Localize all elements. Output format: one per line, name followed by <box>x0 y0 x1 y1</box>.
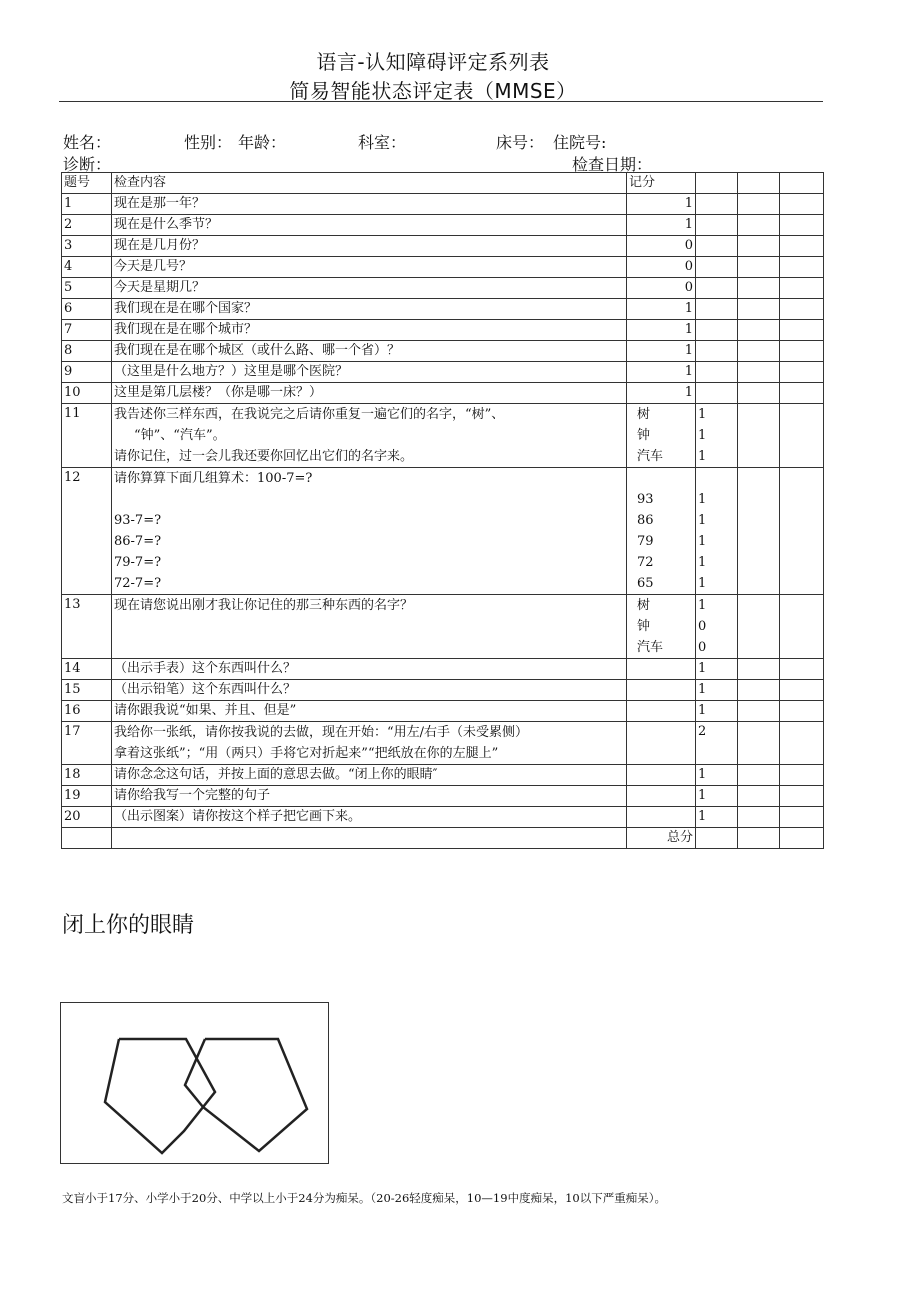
q11-score-tree: 1 <box>698 407 707 422</box>
q13-score-tree: 1 <box>698 598 707 613</box>
q12-answer: 86 <box>637 513 654 528</box>
row-no: 19 <box>62 786 112 807</box>
name-label: 姓名： <box>63 133 112 152</box>
q11-score-car: 1 <box>698 449 707 464</box>
table-row <box>62 257 824 278</box>
q12-answer: 65 <box>637 576 654 591</box>
table-row <box>62 236 824 257</box>
header-score: 记分 <box>627 173 696 194</box>
row-score: 1 <box>627 362 696 383</box>
row-content: 请你给我写一个完整的句子 <box>112 786 627 807</box>
row-score: 1 <box>627 194 696 215</box>
q17-line1: 我给你一张纸，请你按我说的去做，现在开始：“用左/右手（未受累侧） <box>114 725 529 740</box>
table-row <box>62 701 824 722</box>
row-score: 0 <box>627 278 696 299</box>
form-series-title: 语言-认知障碍评定系列表 <box>316 50 550 74</box>
table-row-q13 <box>62 595 824 659</box>
row-no: 3 <box>62 236 112 257</box>
row-content: 这里是第几层楼？（你是哪一床？） <box>112 383 627 404</box>
q12-score: 1 <box>698 555 707 570</box>
row-content: （出示手表）这个东西叫什么？ <box>112 659 627 680</box>
q11-line2: “钟”、“汽车”。 <box>134 428 226 443</box>
q12-answer: 93 <box>637 492 654 507</box>
table-row <box>62 362 824 383</box>
row-score: 1 <box>627 299 696 320</box>
row-no: 5 <box>62 278 112 299</box>
row-score: 0 <box>627 236 696 257</box>
q11-item-clock: 钟 <box>637 428 651 443</box>
dept-label: 科室： <box>358 133 407 152</box>
q13-score-clock: 0 <box>698 619 707 634</box>
table-row <box>62 278 824 299</box>
row-no: 2 <box>62 215 112 236</box>
row-content: 现在是那一年？ <box>112 194 627 215</box>
q12-score: 1 <box>698 576 707 591</box>
row-content: （出示铅笔）这个东西叫什么？ <box>112 680 627 701</box>
table-row <box>62 807 824 828</box>
table-row <box>62 383 824 404</box>
gender-label: 性别： <box>184 133 233 152</box>
table-row <box>62 786 824 807</box>
q17-line2: 拿着这张纸”；“用（两只）手将它对折起来”“把纸放在你的左腿上” <box>114 746 499 761</box>
q13-item-clock: 钟 <box>637 619 651 634</box>
header-no: 题号 <box>62 173 112 194</box>
row-score: 1 <box>696 807 738 828</box>
inpatient-label: 住院号: <box>553 133 607 152</box>
table-row <box>62 765 824 786</box>
table-header-row <box>62 173 824 194</box>
total-label: 总分 <box>627 828 696 849</box>
diagnosis-label: 诊断： <box>63 155 112 174</box>
exam-date-label: 检查日期： <box>572 155 653 174</box>
q12-answer: 72 <box>637 555 654 570</box>
title-divider <box>59 101 823 102</box>
q12-intro: 请你算算下面几组算术：100-7=? <box>114 471 313 486</box>
read-and-obey-caption: 闭上你的眼睛 <box>62 913 195 938</box>
q11-item-tree: 树 <box>637 407 651 422</box>
row-no: 1 <box>62 194 112 215</box>
header-content: 检查内容 <box>112 173 627 194</box>
q12-line: 93-7=? <box>114 513 162 528</box>
row-score: 0 <box>627 257 696 278</box>
table-row <box>62 194 824 215</box>
row-no: 18 <box>62 765 112 786</box>
row-no: 11 <box>62 404 112 468</box>
row-score: 1 <box>627 215 696 236</box>
row-score: 1 <box>696 765 738 786</box>
row-content: 现在是几月份？ <box>112 236 627 257</box>
row-no: 17 <box>62 722 112 765</box>
form-title: 简易智能状态评定表（MMSE） <box>289 79 577 103</box>
row-content: 请你念念这句话，并按上面的意思去做。“闭上你的眼睛″ <box>112 765 627 786</box>
row-no: 15 <box>62 680 112 701</box>
q12-score: 1 <box>698 534 707 549</box>
total-row <box>62 828 824 849</box>
row-no: 14 <box>62 659 112 680</box>
table-row <box>62 680 824 701</box>
row-content: 请你跟我说“如果、并且、但是” <box>112 701 627 722</box>
row-content: 今天是几号？ <box>112 257 627 278</box>
mmse-table <box>61 172 824 849</box>
q17-score: 2 <box>696 722 738 765</box>
q12-line: 86-7=? <box>114 534 162 549</box>
row-no: 9 <box>62 362 112 383</box>
table-row <box>62 659 824 680</box>
table-row <box>62 215 824 236</box>
row-no: 13 <box>62 595 112 659</box>
q11-item-car: 汽车 <box>637 449 664 464</box>
table-row <box>62 341 824 362</box>
row-content: 我们现在是在哪个城市？ <box>112 320 627 341</box>
row-content: 现在是什么季节？ <box>112 215 627 236</box>
row-content: 我们现在是在哪个国家？ <box>112 299 627 320</box>
row-score: 1 <box>627 341 696 362</box>
row-score: 1 <box>696 701 738 722</box>
q12-line: 72-7=? <box>114 576 162 591</box>
q12-line: 79-7=? <box>114 555 162 570</box>
row-score: 1 <box>696 786 738 807</box>
q11-score-clock: 1 <box>698 428 707 443</box>
row-no: 7 <box>62 320 112 341</box>
row-no: 20 <box>62 807 112 828</box>
q12-score: 1 <box>698 492 707 507</box>
table-row-q17 <box>62 722 824 765</box>
row-content: 今天是星期几？ <box>112 278 627 299</box>
right-pentagon-shape <box>185 1039 307 1151</box>
q13-content: 现在请您说出刚才我让你记住的那三种东西的名字？ <box>114 598 414 613</box>
q11-line3: 请你记住，过一会儿我还要你回忆出它们的名字来。 <box>114 449 414 464</box>
row-score: 1 <box>627 383 696 404</box>
table-row <box>62 299 824 320</box>
row-no: 6 <box>62 299 112 320</box>
row-no: 16 <box>62 701 112 722</box>
row-score: 1 <box>696 659 738 680</box>
bed-label: 床号： <box>496 133 545 152</box>
table-row <box>62 320 824 341</box>
row-score: 1 <box>696 680 738 701</box>
row-content: （这里是什么地方？）这里是哪个医院？ <box>112 362 627 383</box>
q12-answer: 79 <box>637 534 654 549</box>
row-no: 10 <box>62 383 112 404</box>
row-content: 我们现在是在哪个城区（或什么路、哪一个省）？ <box>112 341 627 362</box>
row-no: 8 <box>62 341 112 362</box>
row-content: （出示图案）请你按这个样子把它画下来。 <box>112 807 627 828</box>
row-no: 4 <box>62 257 112 278</box>
q13-item-car: 汽车 <box>637 640 664 655</box>
row-no: 12 <box>62 468 112 595</box>
age-label: 年龄： <box>238 133 287 152</box>
table-row-q12 <box>62 468 824 595</box>
row-score: 1 <box>627 320 696 341</box>
q11-line1: 我告述你三样东西，在我说完之后请你重复一遍它们的名字，“树”、 <box>114 407 505 422</box>
scoring-note: 文盲小于17分、小学小于20分、中学以上小于24分为痴呆。（20-26轻度痴呆，10—19中度痴呆，10以下严重痴呆）。 <box>62 1191 666 1205</box>
intersecting-pentagons-figure <box>60 1002 329 1164</box>
table-row-q11 <box>62 404 824 468</box>
q13-score-car: 0 <box>698 640 707 655</box>
q12-score: 1 <box>698 513 707 528</box>
q13-item-tree: 树 <box>637 598 651 613</box>
